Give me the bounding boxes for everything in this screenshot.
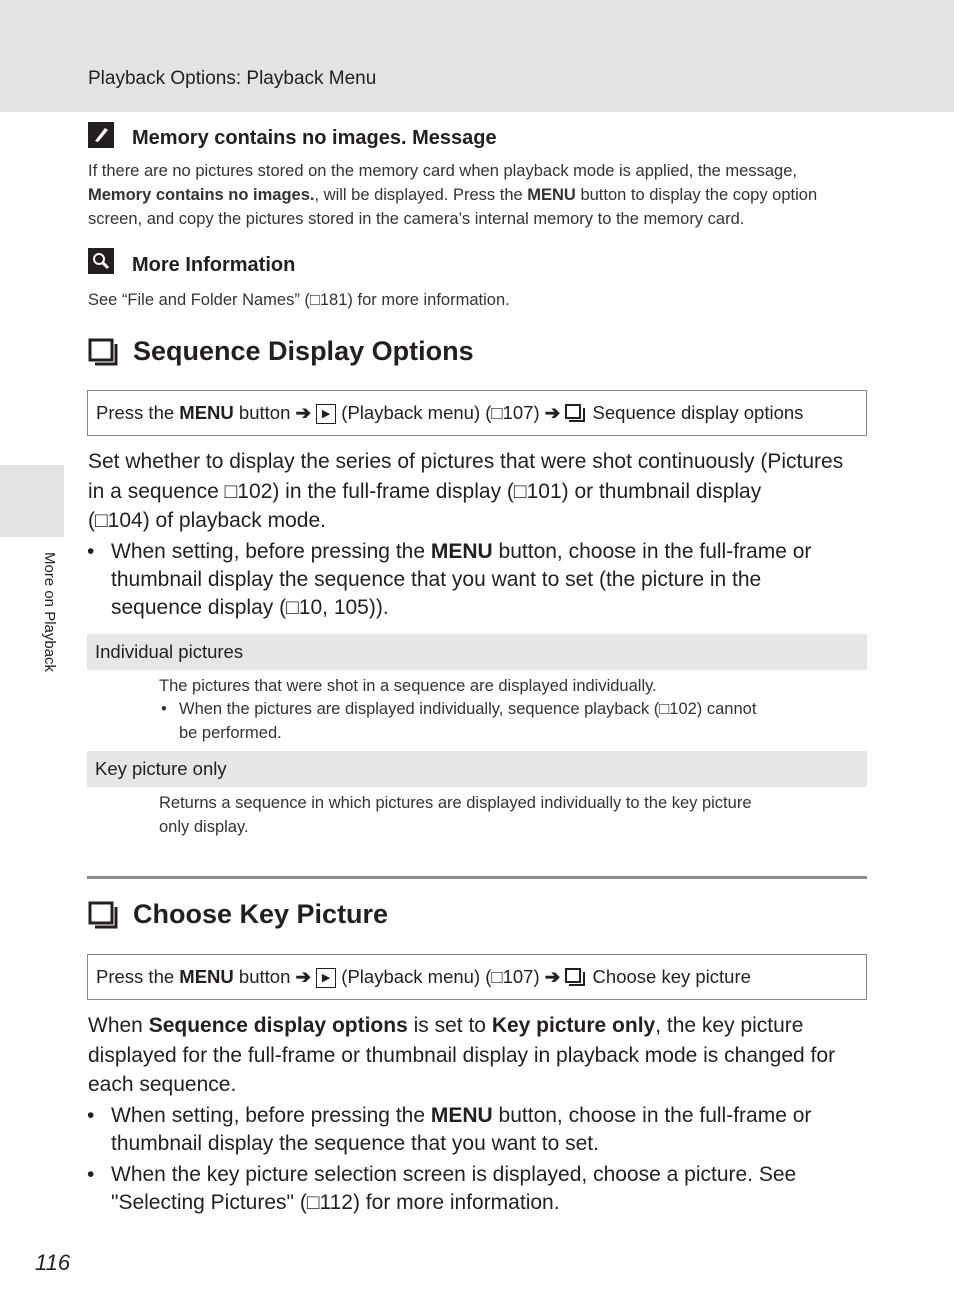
list-item-line: thumbnail display the sequence that you want to set (the picture in the	[111, 568, 762, 591]
section-intro	[88, 1011, 878, 1100]
list-text: button, choose in the full-frame or	[498, 1104, 812, 1127]
menu-button-icon: MENU	[179, 402, 234, 423]
option-label: Key picture only	[87, 751, 867, 787]
note-text: , will be displayed. Press the	[314, 186, 523, 204]
bullet: •	[87, 1104, 95, 1127]
menu-button-icon: MENU	[179, 966, 234, 987]
menu-button-icon: MENU	[430, 540, 493, 563]
list-text: When setting, before pressing the	[111, 1104, 426, 1127]
option-label: Individual pictures	[87, 634, 867, 670]
sequence-icon	[88, 901, 120, 936]
note-body-line: If there are no pictures stored on the memory card when playback mode is applied, the message,	[88, 162, 797, 180]
page-number: 116	[35, 1250, 71, 1275]
note-title: Memory contains no images. Message	[132, 127, 497, 149]
sequence-icon	[88, 338, 120, 373]
bullet: •	[161, 700, 167, 718]
intro-text: is set to	[413, 1014, 486, 1037]
list-item-line	[111, 1102, 871, 1130]
list-item	[161, 697, 869, 745]
option-description	[159, 791, 869, 839]
list-text: button, choose in the full-frame or	[498, 540, 812, 563]
menu-path	[87, 954, 867, 1000]
note-body	[88, 159, 878, 231]
intro-text: , the key picture	[655, 1014, 804, 1037]
path-text: button	[238, 966, 291, 987]
sequence-icon	[565, 404, 587, 424]
intro-line: Set whether to display the series of pictures that were shot continuously (Pictures	[88, 450, 844, 473]
note-body-line	[88, 183, 878, 207]
message-name: Memory contains no images.	[88, 186, 315, 204]
list-item-line: "Selecting Pictures" (□112) for more information.	[111, 1191, 560, 1214]
sequence-icon	[565, 968, 587, 988]
path-text: (Playback menu) (□107)	[341, 402, 540, 423]
list-item-line: sequence display (□10, 105)).	[111, 596, 389, 619]
path-text: Press the	[96, 966, 175, 987]
side-tab	[0, 465, 64, 537]
path-text: Choose key picture	[592, 966, 751, 987]
intro-text: When	[88, 1014, 143, 1037]
setting-name: Sequence display options	[148, 1014, 408, 1037]
path-text: (Playback menu) (□107)	[341, 966, 540, 987]
section-title: Choose Key Picture	[133, 899, 389, 929]
section-title: Sequence Display Options	[133, 336, 474, 366]
note-title: More Information	[132, 254, 296, 276]
playback-icon: ▶	[316, 968, 336, 988]
note-body-line: screen, and copy the pictures stored in the camera’s internal memory to the memory card.	[88, 210, 745, 228]
list-item-line: When the key picture selection screen is displayed, choose a picture. See	[111, 1163, 797, 1186]
option-line: Returns a sequence in which pictures are displayed individually to the key picture	[159, 794, 752, 812]
list-item-line	[111, 538, 871, 566]
list-text: When setting, before pressing the	[111, 540, 426, 563]
arrow-icon: ➔	[544, 402, 561, 423]
list-item	[87, 538, 871, 622]
path-text: button	[238, 402, 291, 423]
list-item	[87, 1161, 871, 1217]
note-body: See “File and Folder Names” (□181) for more information.	[88, 291, 510, 309]
playback-icon: ▶	[316, 404, 336, 424]
section-divider	[87, 876, 867, 879]
arrow-icon: ➔	[295, 966, 312, 987]
menu-button-icon: MENU	[430, 1104, 493, 1127]
option-description	[159, 674, 869, 698]
header-title: Playback Options: Playback Menu	[88, 68, 377, 89]
option-line: be performed.	[179, 724, 282, 742]
side-tab-label: More on Playback	[41, 552, 58, 673]
page-header	[0, 0, 954, 112]
list-item-line: thumbnail display the sequence that you want to set.	[111, 1132, 599, 1155]
section-intro	[88, 447, 878, 536]
intro-line: in a sequence □102) in the full-frame display (□101) or thumbnail display	[88, 479, 762, 503]
menu-path	[87, 390, 867, 436]
option-line: only display.	[159, 818, 249, 836]
menu-button-icon: MENU	[527, 186, 576, 204]
note-text: button to display the copy option	[580, 186, 818, 204]
option-line: When the pictures are displayed individually, sequence playback (□102) cannot	[179, 700, 757, 718]
option-line: The pictures that were shot in a sequence are displayed individually.	[159, 677, 657, 695]
intro-line: each sequence.	[88, 1073, 237, 1096]
bullet: •	[87, 540, 95, 563]
path-text: Sequence display options	[592, 402, 804, 423]
bullet: •	[87, 1163, 95, 1186]
list-item	[87, 1102, 871, 1158]
intro-line: displayed for the full-frame or thumbnail display in playback mode is changed for	[88, 1043, 836, 1067]
arrow-icon: ➔	[295, 402, 312, 423]
caution-icon	[88, 122, 114, 148]
intro-line	[88, 1011, 878, 1041]
intro-line: (□104) of playback mode.	[88, 509, 326, 532]
info-icon	[88, 248, 114, 274]
setting-value: Key picture only	[491, 1014, 656, 1037]
arrow-icon: ➔	[544, 966, 561, 987]
path-text: Press the	[96, 402, 175, 423]
